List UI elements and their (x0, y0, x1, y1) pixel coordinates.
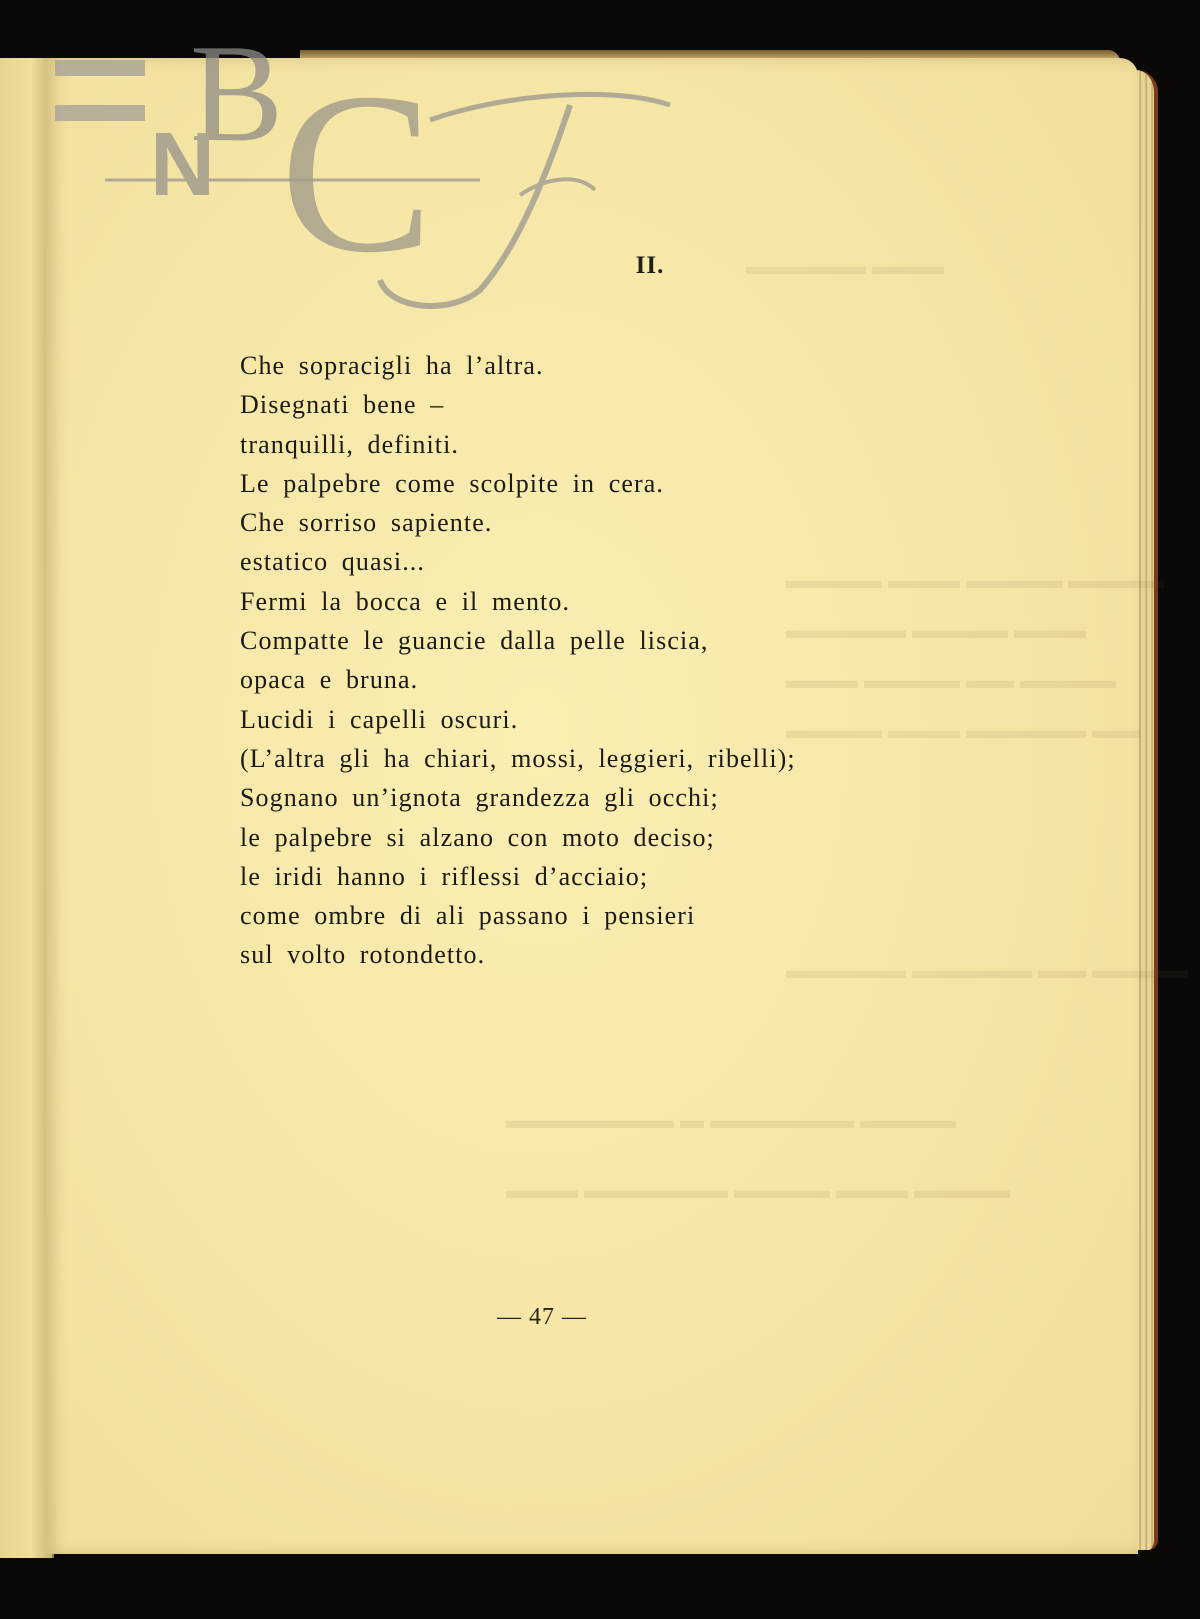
bleed-through-text: ▬▬▬▬ ▬▬▬▬▬▬ ▬ ▬▬▬▬▬▬▬ (506, 1108, 956, 1134)
bleed-through-text: ▬▬▬▬ ▬▬ ▬▬▬▬▬ ▬▬▬▬▬ (786, 958, 1188, 984)
poem-line: Che sorriso sapiente. (240, 508, 493, 538)
poem-line: Disegnati bene – (240, 390, 445, 420)
poem-line: Fermi la bocca e il mento. (240, 586, 571, 616)
bleed-through-text: ▬▬▬▬ ▬▬ ▬▬▬▬ ▬▬▬ (786, 668, 1116, 694)
bleed-through-text: ▬▬▬▬ ▬▬▬▬ ▬▬▬ ▬▬▬▬ (786, 568, 1164, 594)
poem-text (240, 346, 796, 975)
poem-line: Compatte le guancie dalla pelle liscia, (240, 626, 709, 656)
bleed-through-text: ▬▬▬▬ ▬▬▬ ▬▬▬▬ ▬▬▬▬▬▬ ▬▬▬ (506, 1178, 1010, 1204)
svg-text:B: B (190, 25, 284, 171)
poem-line: come ombre di ali passano i pensieri (240, 901, 696, 931)
page-number: — 47 — (497, 1304, 587, 1330)
bleed-through-text: ▬▬▬ ▬▬▬▬▬ (746, 254, 944, 280)
poem-line: Lucidi i capelli oscuri. (240, 704, 519, 734)
poem-line: tranquilli, definiti. (240, 429, 460, 459)
poem-line: Sognano un’ignota grandezza gli occhi; (240, 783, 719, 813)
poem-line: le palpebre si alzano con moto deciso; (240, 822, 715, 852)
svg-text:C: C (280, 45, 434, 300)
poem-line: estatico quasi... (240, 547, 425, 577)
section-number: II. (635, 252, 665, 279)
poem-line: (L’altra gli ha chiari, mossi, leggieri, ribelli); (240, 743, 796, 773)
poem-line: sul volto rotondetto. (240, 940, 486, 970)
bleed-through-text: ▬▬▬ ▬▬▬▬ ▬▬▬▬▬ (786, 618, 1086, 644)
library-watermark-logo (50, 25, 690, 325)
poem-line: Le palpebre come scolpite in cera. (240, 468, 664, 498)
bleed-through-text: ▬▬ ▬▬▬▬▬ ▬▬▬ ▬▬▬▬ (786, 718, 1140, 744)
svg-text:N: N (150, 115, 215, 215)
poem-line: le iridi hanno i riflessi d’acciaio; (240, 861, 649, 891)
poem-line: opaca e bruna. (240, 665, 419, 695)
poem-line: Che sopracigli ha l’altra. (240, 351, 544, 380)
